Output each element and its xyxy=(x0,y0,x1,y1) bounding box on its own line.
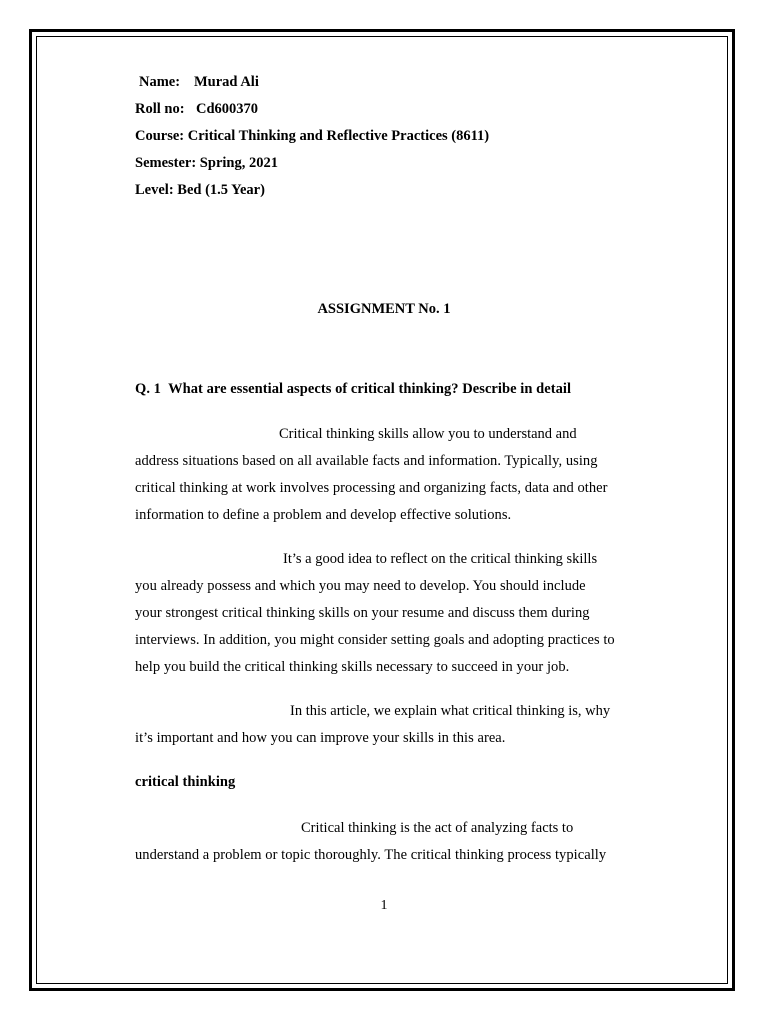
roll-label: Roll no: xyxy=(135,101,185,117)
paragraph-4-line-1: Critical thinking is the act of analyzing facts to xyxy=(301,820,574,836)
paragraph-1-line-4: information to define a problem and develop effective solutions. xyxy=(135,507,512,523)
paragraph-2-line-5: help you build the critical thinking skills necessary to succeed in your job. xyxy=(135,659,570,675)
paragraph-3-line-1: In this article, we explain what critical thinking is, why xyxy=(290,703,611,719)
paragraph-2-line-3: your strongest critical thinking skills on your resume and discuss them during xyxy=(135,605,590,621)
paragraph-2-line-2: you already possess and which you may need to develop. You should include xyxy=(135,578,586,594)
paragraph-1-line-3: critical thinking at work involves processing and organizing facts, data and other xyxy=(135,480,608,496)
assignment-title: ASSIGNMENT No. 1 xyxy=(317,301,451,317)
page-number: 1 xyxy=(380,898,388,913)
question-heading: Q. 1 What are essential aspects of critical thinking? Describe in detail xyxy=(135,381,572,397)
paragraph-1-line-1: Critical thinking skills allow you to understand and xyxy=(279,426,577,442)
paragraph-3-line-2: it’s important and how you can improve your skills in this area. xyxy=(135,730,506,746)
roll-value: Cd600370 xyxy=(196,101,259,117)
name-value: Murad Ali xyxy=(194,74,259,90)
level-line: Level: Bed (1.5 Year) xyxy=(135,182,265,198)
paragraph-2-line-4: interviews. In addition, you might consider setting goals and adopting practices to xyxy=(135,632,615,648)
name-label: Name: xyxy=(139,74,181,90)
semester-line: Semester: Spring, 2021 xyxy=(135,155,278,171)
course-line: Course: Critical Thinking and Reflective Practices (8611) xyxy=(135,128,490,144)
paragraph-2-line-1: It’s a good idea to reflect on the critical thinking skills xyxy=(283,551,598,567)
paragraph-1-line-2: address situations based on all available facts and information. Typically, using xyxy=(135,453,598,469)
subheading-critical-thinking: critical thinking xyxy=(135,774,236,790)
paragraph-4-line-2: understand a problem or topic thoroughly. The critical thinking process typically xyxy=(135,847,607,863)
